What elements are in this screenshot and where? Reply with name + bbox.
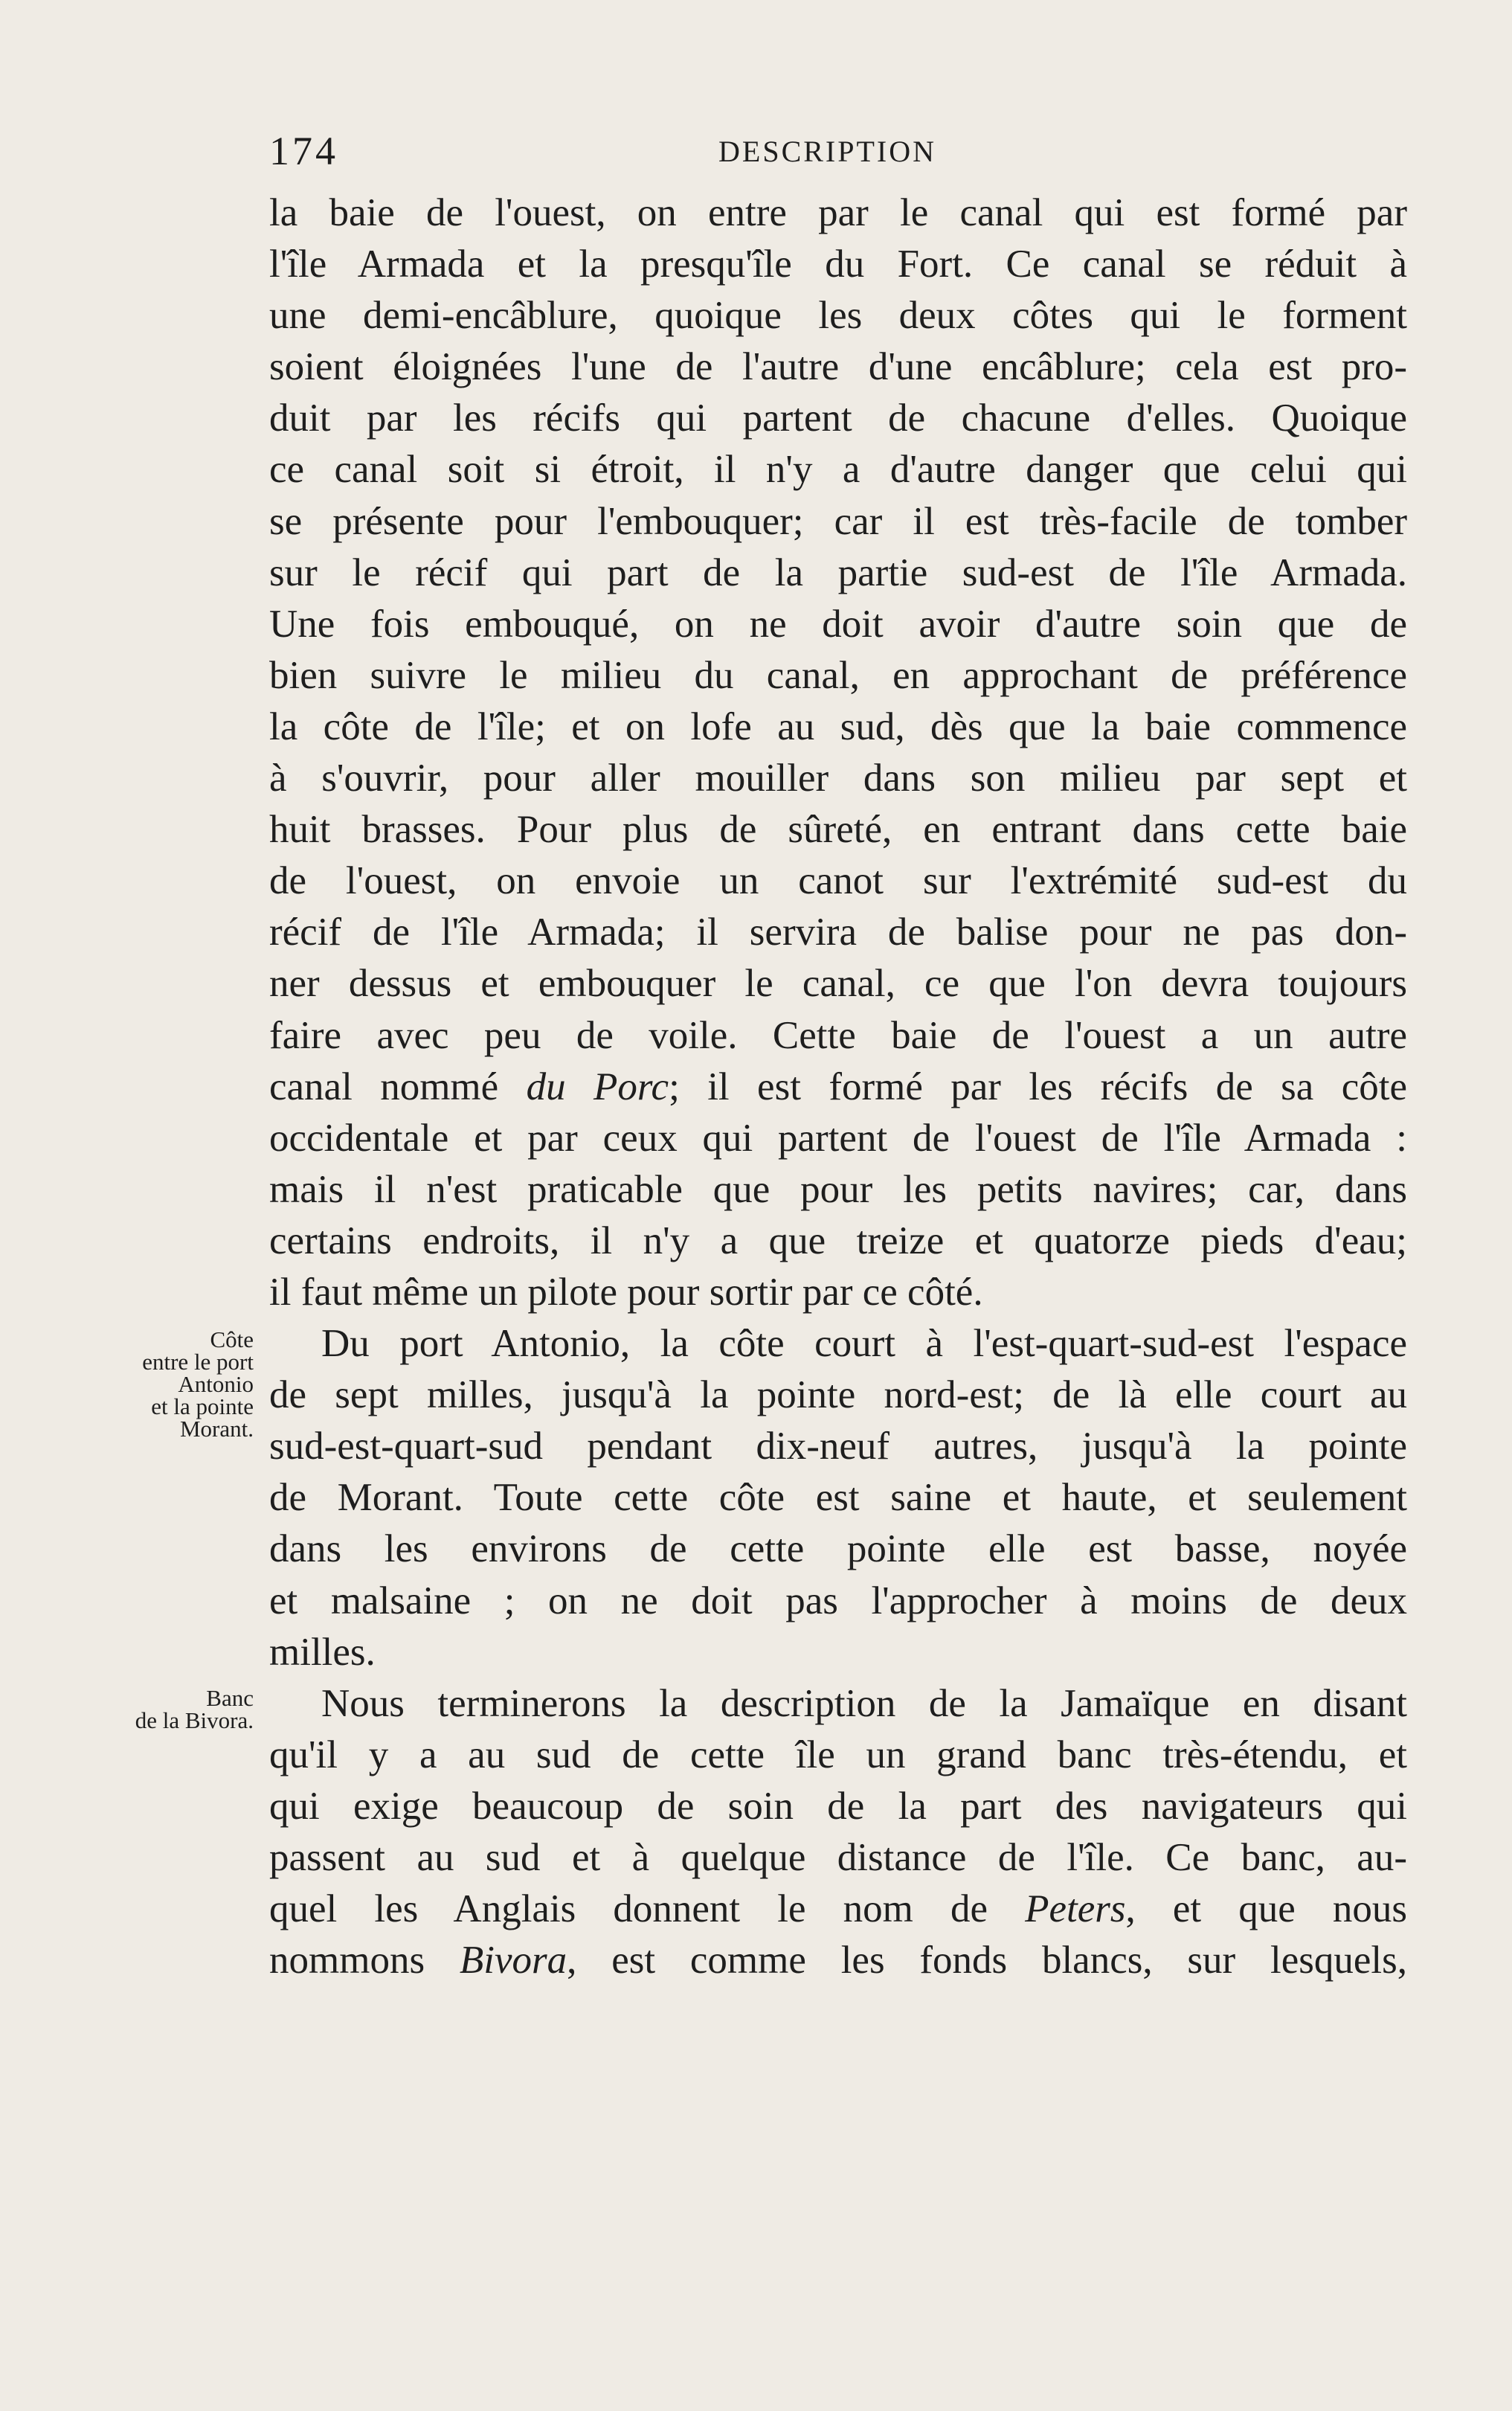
text-line: faire avec peu de voile. Cette baie de l'ouest a un autre — [269, 1013, 1407, 1057]
text-line: mais il n'est praticable que pour les petits navires; car, dans — [269, 1167, 1407, 1211]
text-line: à s'ouvrir, pour aller mouiller dans son milieu par sept et — [269, 757, 1407, 800]
text-line: ce canal soit si étroit, il n'y a d'autre danger que celui qui — [269, 448, 1407, 492]
margin-note-banc — [135, 1687, 254, 1732]
text-run: quel les Anglais donnent le nom de — [269, 1887, 1026, 1931]
text-line: qu'il y a au sud de cette île un grand banc très-étendu, et — [269, 1733, 1407, 1776]
margin-note-line: Antonio — [178, 1371, 254, 1397]
text-line: la baie de l'ouest, on entre par le canal qui est formé par — [269, 191, 1407, 234]
text-line: une demi-encâblure, quoique les deux côtes qui le forment — [269, 294, 1407, 338]
text-line: duit par les récifs qui partent de chacune d'elles. Quoique — [269, 397, 1407, 440]
text-line: milles. — [269, 1630, 376, 1674]
text-run: canal nommé — [269, 1065, 527, 1108]
text-line: sud-est-quart-sud pendant dix-neuf autres, jusqu'à la pointe — [269, 1425, 1407, 1468]
italic-name-peters: Peters — [1025, 1887, 1126, 1931]
text-line-with-italic — [269, 1884, 1407, 1935]
text-line-with-italic — [269, 1935, 1407, 1986]
text-line: bien suivre le milieu du canal, en approchant de préférence — [269, 653, 1407, 697]
text-line: Du port Antonio, la côte court à l'est-quart-sud-est l'espace — [321, 1322, 1407, 1366]
text-line: soient éloignées l'une de l'autre d'une encâblure; cela est pro- — [269, 345, 1407, 389]
text-line: Nous terminerons la description de la Jamaïque en disant — [321, 1681, 1407, 1725]
text-run: , est comme les fonds blancs, sur lesquels, — [567, 1939, 1407, 1983]
text-line: la côte de l'île; et on lofe au sud, dès que la baie commence — [269, 704, 1407, 748]
text-line: Une fois embouqué, on ne doit avoir d'autre soin que de — [269, 602, 1407, 646]
text-line: qui exige beaucoup de soin de la part des navigateurs qui — [269, 1784, 1407, 1828]
text-line: passent au sud et à quelque distance de l'île. Ce banc, au- — [269, 1836, 1407, 1879]
text-line: se présente pour l'embouquer; car il est très-facile de tomber — [269, 499, 1407, 543]
text-line: certains endroits, il n'y a que treize et quatorze pieds d'eau; — [269, 1219, 1407, 1262]
page-number: 174 — [269, 129, 338, 173]
margin-note-line: Banc — [206, 1685, 254, 1711]
text-line: l'île Armada et la presqu'île du Fort. Ce canal se réduit à — [269, 243, 1407, 286]
margin-note-line: Côte — [210, 1326, 254, 1352]
text-line: et malsaine ; on ne doit pas l'approcher à moins de deux — [269, 1579, 1407, 1622]
margin-note-cote — [142, 1326, 254, 1442]
italic-name-bivora: Bivora — [459, 1939, 567, 1983]
text-line-with-italic — [269, 1062, 1407, 1113]
margin-note-line: de la Bivora. — [135, 1707, 254, 1733]
margin-note-line: entre le port — [142, 1349, 254, 1375]
text-line: récif de l'île Armada; il servira de balise pour ne pas don- — [269, 911, 1407, 954]
text-run: nommons — [269, 1939, 460, 1983]
text-line: de sept milles, jusqu'à la pointe nord-est; de là elle court au — [269, 1373, 1407, 1417]
text-line: dans les environs de cette pointe elle est basse, noyée — [269, 1527, 1407, 1571]
page-header — [269, 128, 1407, 180]
text-line: il faut même un pilote pour sortir par ce côté. — [269, 1270, 983, 1314]
margin-note-line: Morant. — [179, 1416, 254, 1442]
text-run: , et que nous — [1125, 1887, 1407, 1931]
text-line: sur le récif qui part de la partie sud-est de l'île Armada. — [269, 550, 1407, 594]
text-line: huit brasses. Pour plus de sûreté, en entrant dans cette baie — [269, 808, 1407, 852]
text-run: ; il est formé par les récifs de sa côte — [669, 1065, 1407, 1108]
italic-name-du-porc: du Porc — [526, 1065, 669, 1108]
text-line: de Morant. Toute cette côte est saine et haute, et seulement — [269, 1476, 1407, 1520]
running-head: DESCRIPTION — [718, 135, 937, 168]
body-text — [269, 187, 1407, 1986]
text-line: occidentale et par ceux qui partent de l'ouest de l'île Armada : — [269, 1116, 1407, 1160]
text-line: de l'ouest, on envoie un canot sur l'extrémité sud-est du — [269, 859, 1407, 903]
margin-note-line: et la pointe — [151, 1393, 254, 1419]
text-line: ner dessus et embouquer le canal, ce que l'on devra toujours — [269, 962, 1407, 1006]
